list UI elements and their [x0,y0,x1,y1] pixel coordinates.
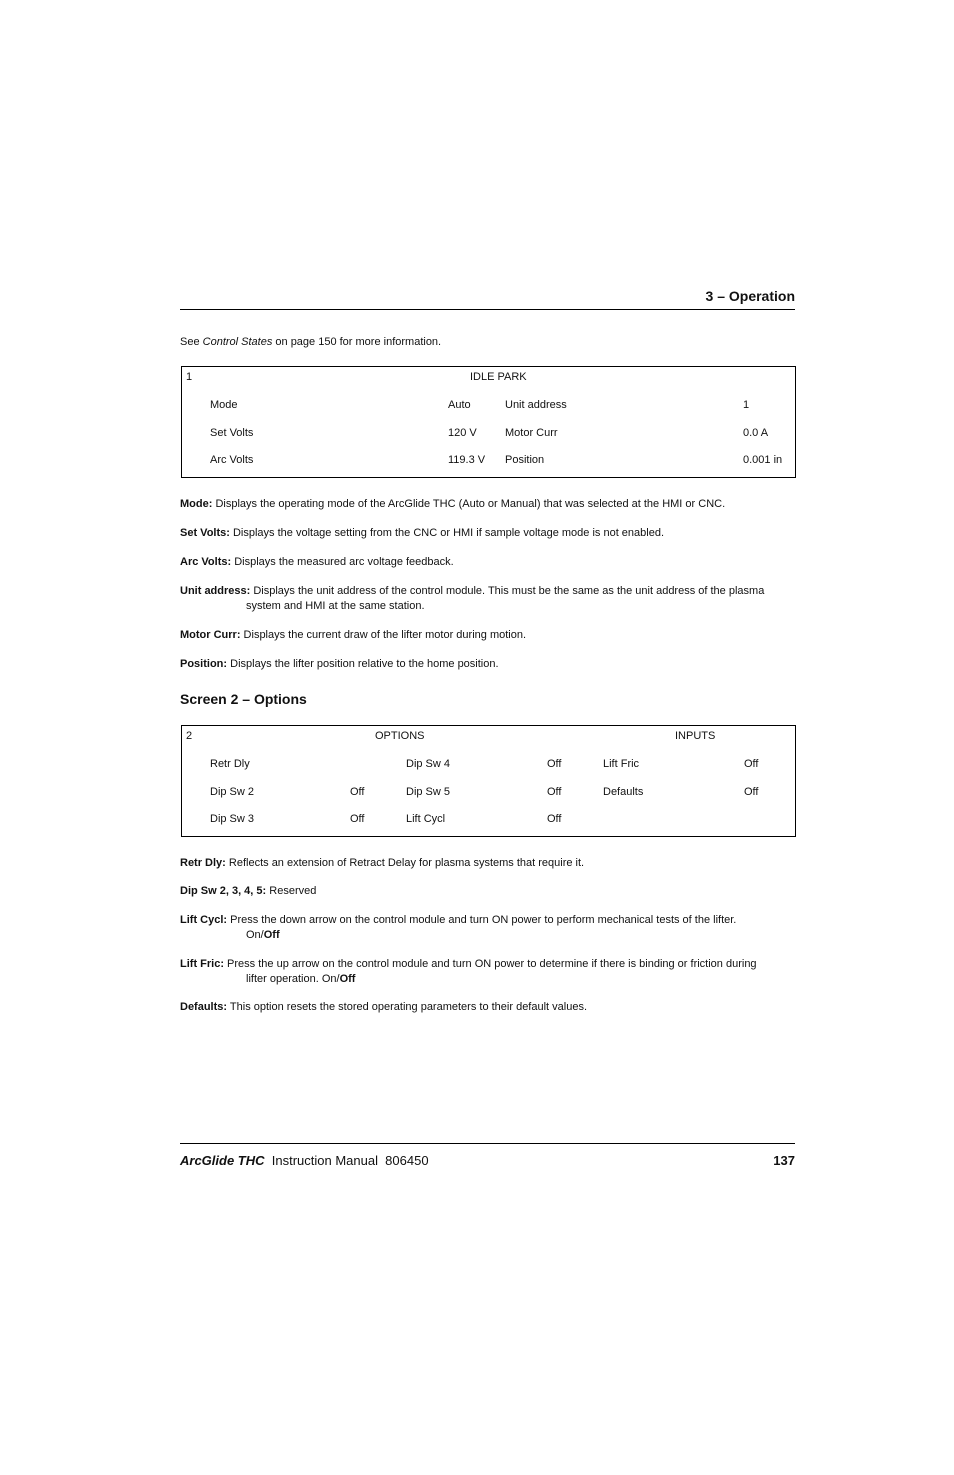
definition-item [180,856,795,871]
footer-manual-title: Instruction Manual 806450 [264,1153,429,1168]
definition-term: Position: [180,658,228,670]
screen1-label: Position [505,454,545,466]
definition-text: Reserved [266,885,317,897]
definition-term: Defaults: [180,1001,228,1013]
intro-text [180,336,441,348]
screen1-value: 120 V [448,427,477,439]
footer-rule [180,1143,795,1144]
definition-item [180,526,795,541]
default-value: Off [263,929,280,941]
option-label: Lift Cycl [406,813,446,825]
definition-item [180,584,795,614]
intro-prefix: See [180,336,203,348]
definition-continuation [180,972,795,987]
screen1-label: Set Volts [210,427,254,439]
screen2-display [181,725,796,837]
option-value: Off [547,758,562,770]
definition-term: Mode: [180,498,213,510]
footer-manual [180,1153,429,1168]
definition-term: Set Volts: [180,527,230,539]
option-value: Off [547,786,562,798]
screen1-label: Arc Volts [210,454,254,466]
header-rule [180,309,795,310]
definition-text: Press the up arrow on the control module and turn ON power to determine if there is binding or friction during [224,958,757,970]
definition-text: Displays the current draw of the lifter motor during motion. [240,629,527,641]
definition-text: This option resets the stored operating parameters to their default values. [227,1001,588,1013]
definition-item [180,497,795,512]
screen1-label: Mode [210,399,238,411]
input-value: Off [744,758,759,770]
definition-item [180,628,795,643]
option-label: Dip Sw 5 [406,786,451,798]
definition-item [180,884,795,899]
screen1-value: 1 [743,399,750,411]
definition-item [180,1000,795,1015]
definition-continuation [180,928,795,943]
screen1-label: Motor Curr [505,427,558,439]
page-number: 137 [773,1153,795,1168]
screen1-label: Unit address [505,399,567,411]
definition-text: Displays the lifter position relative to the home position. [227,658,499,670]
definition-term: Lift Fric: [180,958,224,970]
screen1-value: 0.0 A [743,427,769,439]
screen2-inputs-title: INPUTS [675,730,716,742]
option-value: Off [350,786,365,798]
option-label: Dip Sw 4 [406,758,451,770]
continuation-text: lifter operation. On/ [246,973,340,985]
input-label: Defaults [603,786,644,798]
screen1-value: 0.001 in [743,454,783,466]
section-title: 3 – Operation [705,288,795,304]
continuation-text: On/ [246,929,264,941]
definition-text: Displays the voltage setting from the CNC or HMI if sample voltage mode is not enabled. [229,527,665,539]
screen2-heading: Screen 2 – Options [180,691,307,707]
default-value: Off [339,973,356,985]
control-states-link[interactable]: Control States [202,336,273,348]
definition-term: Retr Dly: [180,857,226,869]
footer-brand: ArcGlide THC [180,1153,265,1168]
screen1-display [181,366,796,478]
definition-term: Motor Curr: [180,629,241,641]
definition-continuation: system and HMI at the same station. [246,600,425,612]
definition-term: Lift Cycl: [180,914,228,926]
option-label: Dip Sw 2 [210,786,255,798]
definition-term: Dip Sw 2, 3, 4, 5: [180,885,267,897]
option-value: Off [547,813,562,825]
definition-text: Press the down arrow on the control module and turn ON power to perform mechanical tests of the lifter. [227,914,737,926]
definition-item [180,913,795,943]
definition-text: Displays the operating mode of the ArcGlide THC (Auto or Manual) that was selected at the HMI or CNC. [212,498,726,510]
definition-term: Arc Volts: [180,556,232,568]
definition-text: Reflects an extension of Retract Delay for plasma systems that require it. [225,857,585,869]
screen1-number: 1 [186,371,193,383]
definition-item [180,957,795,987]
definition-text: Displays the measured arc voltage feedback. [231,556,454,568]
input-value: Off [744,786,759,798]
definition-item [180,657,795,672]
screen1-title: IDLE PARK [470,371,527,383]
definition-text: Displays the unit address of the control module. This must be the same as the unit address of the plasma [250,585,765,597]
intro-suffix: on page 150 for more information. [272,336,442,348]
screen1-value: Auto [448,399,471,411]
option-value: Off [350,813,365,825]
definition-term: Unit address: [180,585,251,597]
screen1-value: 119.3 V [448,454,486,466]
option-label: Dip Sw 3 [210,813,255,825]
input-label: Lift Fric [603,758,640,770]
screen2-options-title: OPTIONS [375,730,425,742]
screen2-number: 2 [186,730,193,742]
definition-item [180,555,795,570]
option-label: Retr Dly [210,758,250,770]
